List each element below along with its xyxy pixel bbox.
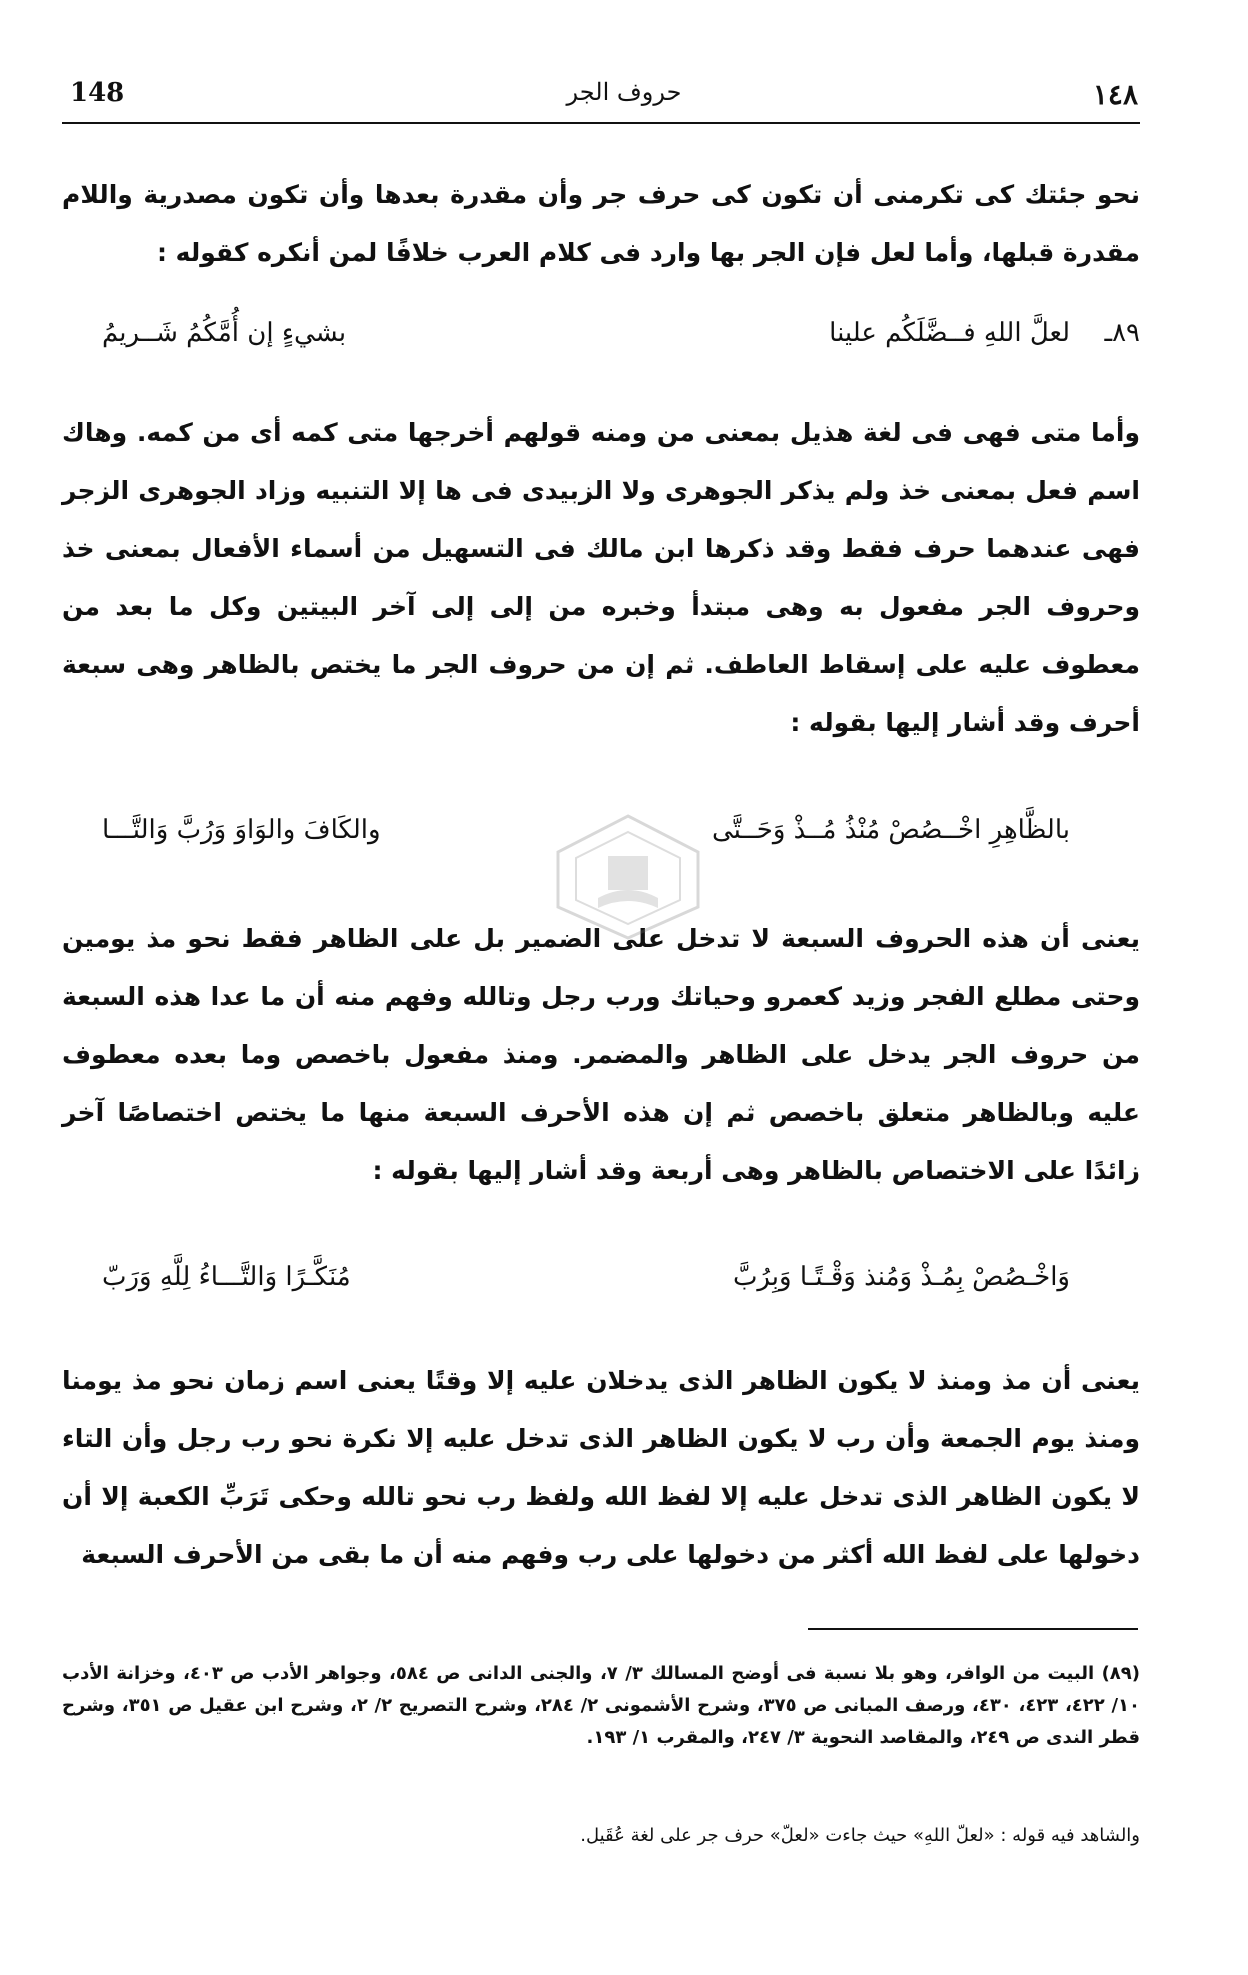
page-number-latin: 148 (70, 78, 125, 108)
paragraph-2: وأما متى فهى فى لغة هذيل بمعنى من ومنه قولهم أخرجها متى كمه أى من كمه. وهاك اسم فعل بمعنى خذ ولم يذكر الجوهرى ولا الزبيدى فى ها إلا التنبيه وزاد الجوهرى الزجر فهى عندهما حرف فقط وقد ذكرها ابن مالك فى التسهيل من أسماء الأفعال بمعنى خذ وحروف الجر مفعول به وهى مبتدأ وخبره من إلى إلى آخر البيتين وكل ما بعد من معطوف عليه على إسقاط العاطف. ثم إن من حروف الجر ما يختص بالظاهر وهى سبعة أحرف وقد أشار إليها بقوله : (62, 418, 1140, 737)
paragraph-4: يعنى أن مذ ومنذ لا يكون الظاهر الذى يدخلان عليه إلا وقتًا يعنى اسم زمان نحو مذ يومنا ومنذ يوم الجمعة وأن رب لا يكون الظاهر الذى تدخل عليه إلا نكرة نحو رب رجل وأن التاء لا يكون الظاهر الذى تدخل عليه إلا لفظ الله ولفظ رب نحو تالله وحكى تَرَبِّ الكعبة إلا أن دخولها على لفظ الله أكثر من دخولها على رب وفهم منه أن ما بقى من الأحرف السبعة (62, 1366, 1140, 1569)
verse-first-hemistich: بالظَّاهِرِ اخْــصُصْ مُنْذُ مُــذْ وَحَــتَّى (712, 815, 1070, 845)
verse-number: ٨٩ـ (1104, 318, 1140, 348)
library-watermark-icon (548, 812, 708, 942)
verse-second-hemistich: بشيءٍ إن أُمَّكُمُ شَــريمُ (102, 318, 347, 348)
footnote-evidence: والشاهد فيه قوله : «لعلّ اللهِ» حيث جاءت «لعلّ» حرف جر على لغة عُقَيل. (580, 1825, 1140, 1846)
page-number-arabic: ١٤٨ (1092, 78, 1138, 111)
verse-second-hemistich: والكَافَ والوَاوَ وَرُبَّ وَالتَّـــا (102, 815, 381, 845)
verse-alfiyya-2 (62, 1262, 1140, 1322)
footnote-89: (٨٩) البيت من الوافر، وهو بلا نسبة فى أوضح المسالك ٣/ ٧، والجنى الدانى ص ٥٨٤، وجواهر الأدب ص ٤٠٣، وخزانة الأدب ١٠/ ٤٢٢، ٤٢٣، ٤٣٠، ورصف المبانى ص ٣٧٥، وشرح الأشمونى ٢/ ٢٨٤، وشرح التصريح ٢/ ٢، وشرح ابن عقيل ص ٣٥١، وشرح قطر الندى ص ٢٤٩، والمقاصد النحوية ٣/ ٢٤٧، والمقرب ١/ ١٩٣. (62, 1663, 1141, 1748)
footnote-rule (808, 1628, 1138, 1630)
running-title: حروف الجر (566, 78, 682, 106)
verse-first-hemistich: وَاخْـصُصْ بِمُـذْ وَمُنذ وَقْـتًـا وَبِرُبَّ (732, 1262, 1070, 1292)
verse-89 (62, 318, 1140, 378)
verse-second-hemistich: مُنَكَّـرًا وَالتَّـــاءُ لِلَّهِ وَرَبّ (102, 1262, 351, 1292)
paragraph-3: يعنى أن هذه الحروف السبعة لا تدخل على الضمير بل على الظاهر فقط نحو مذ يومين وحتى مطلع الفجر وزيد كعمرو وحياتك ورب رجل وتالله وفهم منه أن ما عدا هذه السبعة من حروف الجر يدخل على الظاهر والمضمر. ومنذ مفعول باخصص وما بعده معطوف عليه وبالظاهر متعلق باخصص ثم إن هذه الأحرف السبعة منها ما يختص اختصاصًا آخر زائدًا على الاختصاص بالظاهر وهى أربعة وقد أشار إليها بقوله : (62, 924, 1140, 1185)
paragraph-1: نحو جئتك كى تكرمنى أن تكون كى حرف جر وأن مقدرة بعدها وأن تكون مصدرية واللام مقدرة قبلها، وأما لعل فإن الجر بها وارد فى كلام العرب خلافًا لمن أنكره كقوله : (62, 180, 1140, 267)
header-rule (62, 122, 1140, 124)
verse-first-hemistich: لعلَّ اللهِ فــضَّلَكُم علينا (829, 318, 1070, 348)
